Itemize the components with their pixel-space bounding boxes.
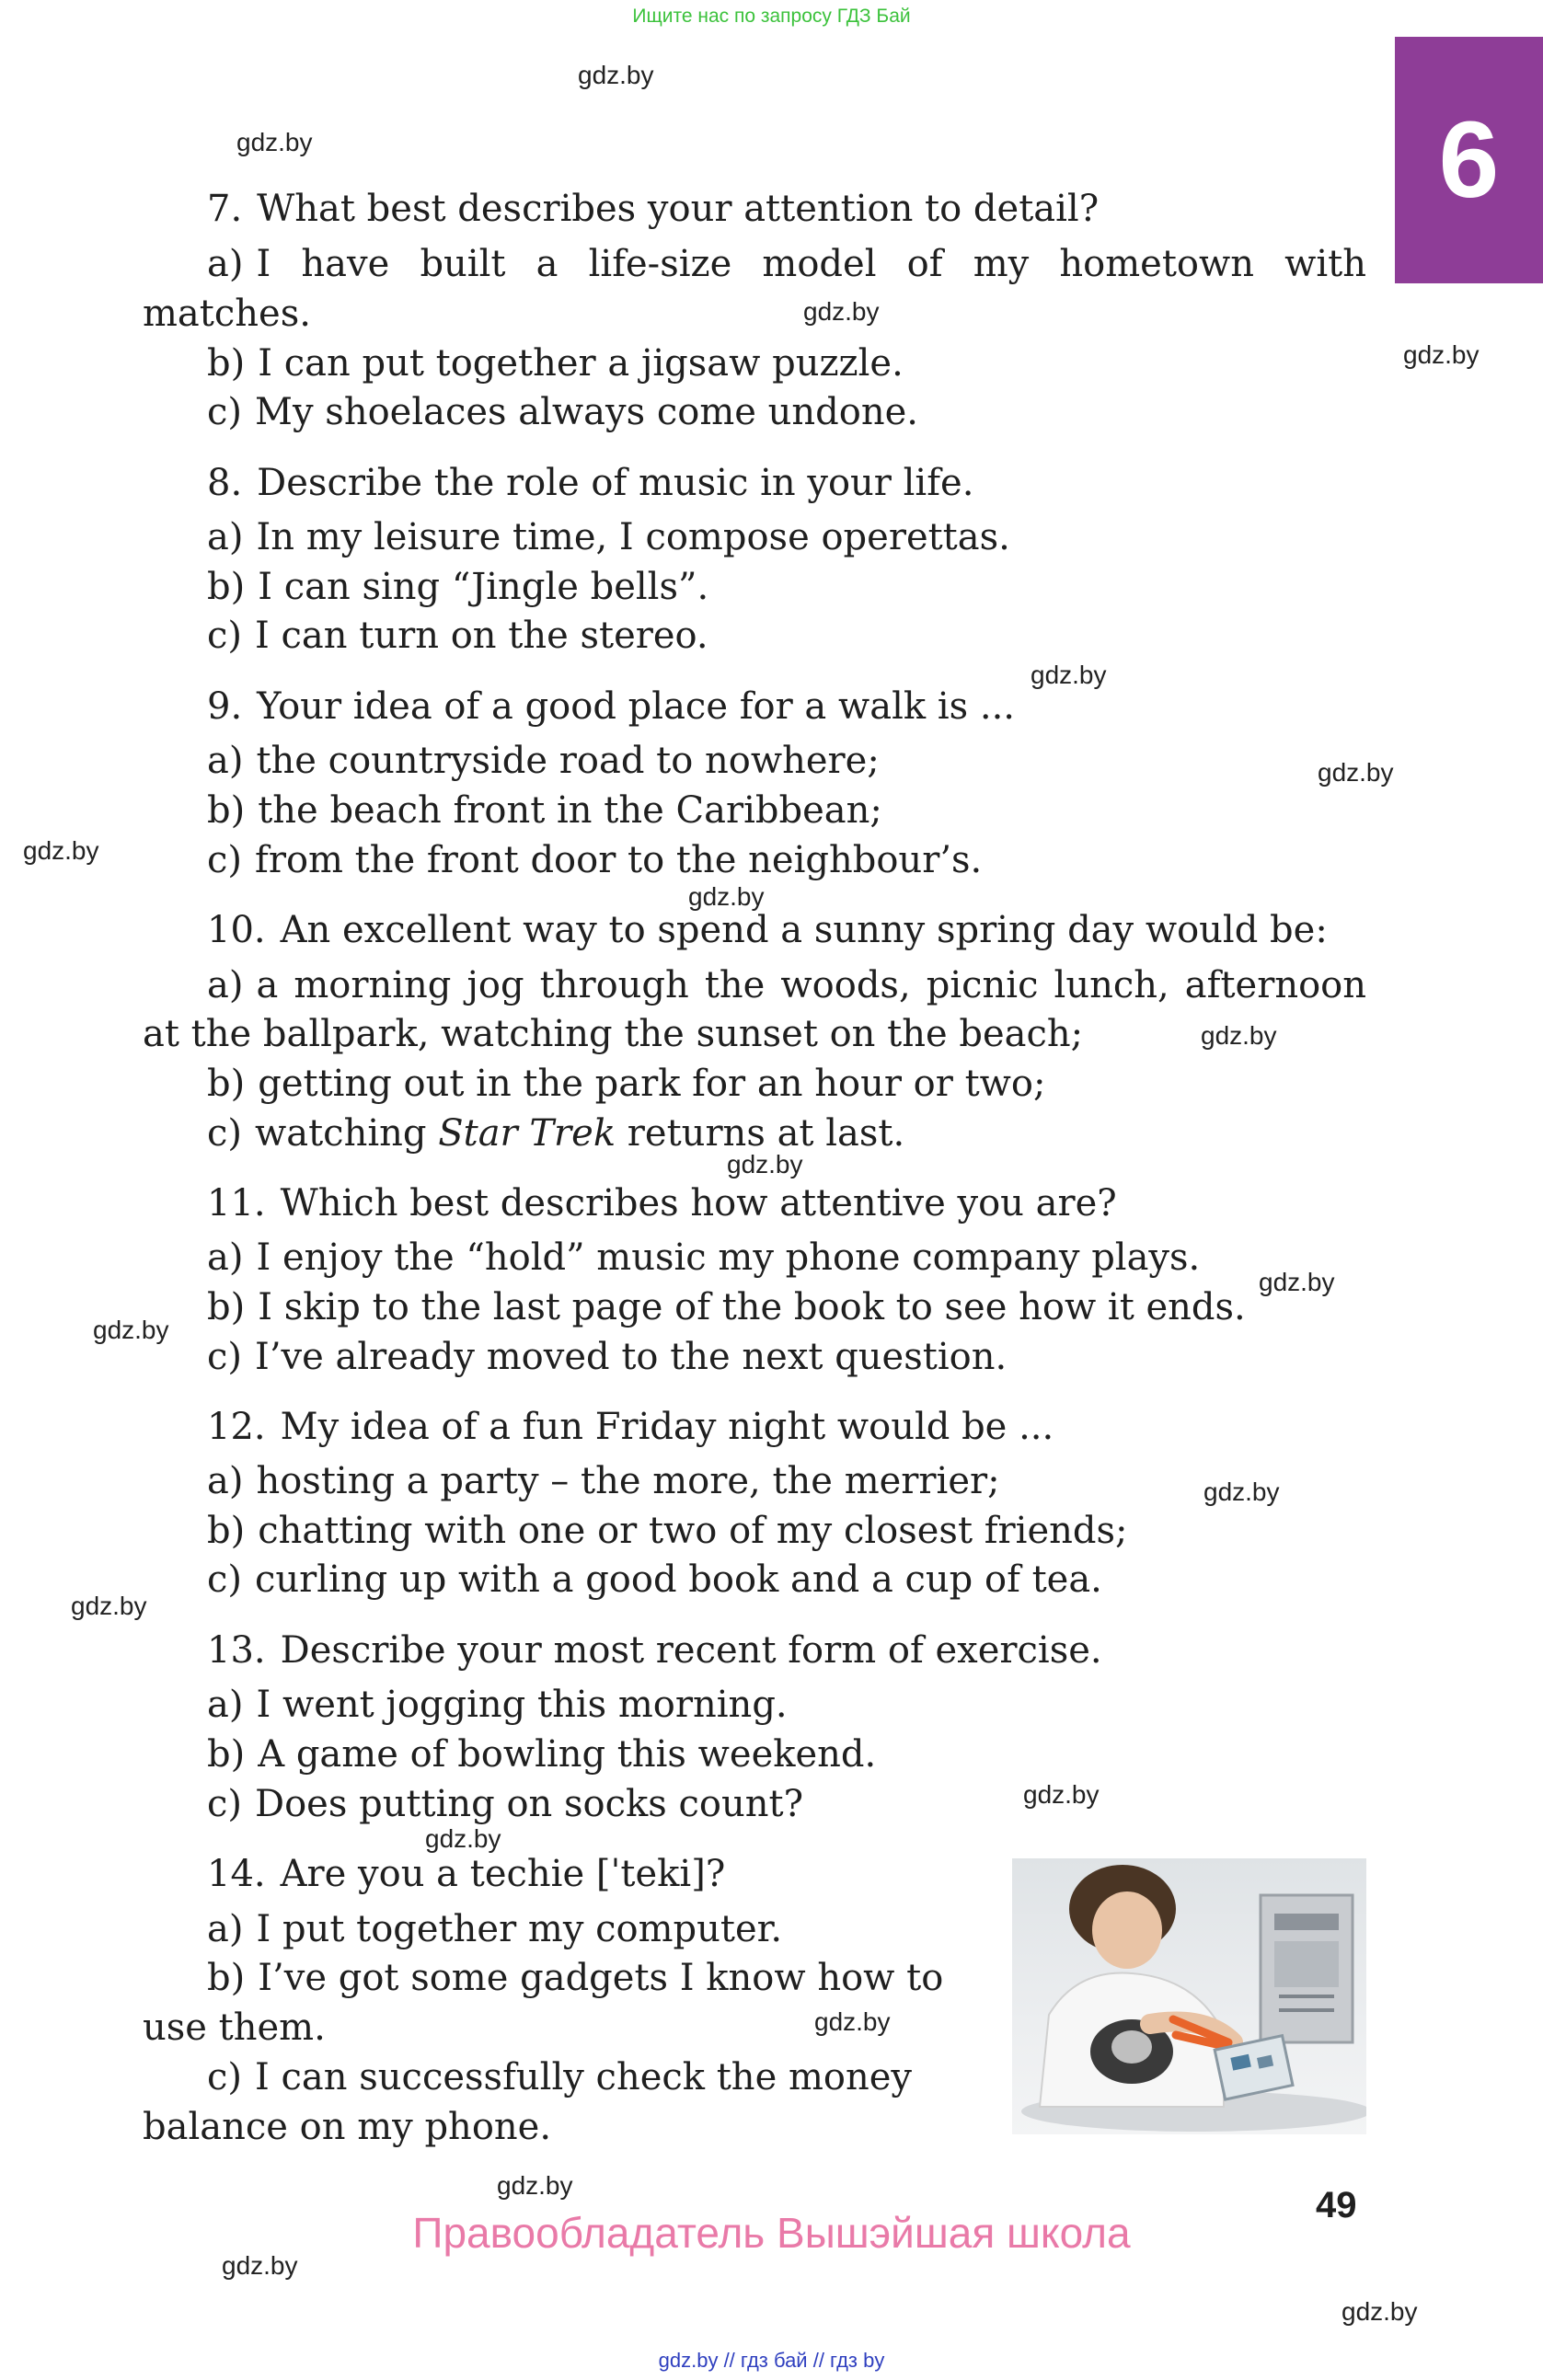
watermark: gdz.by — [803, 297, 880, 326]
option-7c: c) My shoelaces always come undone. — [207, 391, 919, 433]
option-14b-cont: use them. — [143, 2006, 326, 2049]
option-14c-cont: balance on my phone. — [143, 2106, 552, 2148]
watermark: gdz.by — [236, 128, 313, 156]
option-11c: c) I’ve already moved to the next question. — [207, 1336, 1008, 1378]
option-8a: a) In my leisure time, I compose operettas. — [207, 516, 1010, 558]
question-11: 11. Which best describes how attentive you are? — [207, 1182, 1117, 1224]
option-14a: a) I put together my computer. — [207, 1908, 783, 1950]
question-9: 9. Your idea of a good place for a walk is ... — [207, 685, 1015, 728]
option-8c: c) I can turn on the stereo. — [207, 615, 708, 657]
italic-title: Star Trek — [438, 1112, 616, 1155]
watermark: gdz.by — [1203, 1477, 1280, 1506]
watermark: gdz.by — [578, 61, 654, 89]
question-14: 14. Are you a techie [ˈteki]? — [207, 1853, 726, 1895]
question-8: 8. Describe the role of music in your life. — [207, 462, 974, 504]
option-8b: b) I can sing “Jingle bells”. — [207, 566, 709, 608]
watermark: gdz.by — [497, 2171, 573, 2200]
question-12: 12. My idea of a fun Friday night would be ... — [207, 1406, 1054, 1448]
footer-links[interactable]: gdz.by // гдз бай // гдз by — [658, 2349, 885, 2372]
option-13a: a) I went jogging this morning. — [207, 1684, 788, 1726]
option-7a: a) I have built a life-size model of my hometown with — [207, 243, 1366, 285]
option-10b: b) getting out in the park for an hour or two; — [207, 1063, 1046, 1105]
watermark: gdz.by — [93, 1316, 169, 1344]
watermark: gdz.by — [1023, 1780, 1100, 1809]
techie-illustration — [1012, 1858, 1366, 2134]
top-banner[interactable]: Ищите нас по запросу ГДЗ Бай — [632, 6, 911, 27]
option-10a: a) a morning jog through the woods, picnic lunch, afternoon — [207, 964, 1366, 1006]
watermark: gdz.by — [425, 1824, 501, 1853]
watermark: gdz.by — [1031, 661, 1107, 689]
question-10: 10. An excellent way to spend a sunny spring day would be: — [207, 909, 1328, 951]
option-7b: b) I can put together a jigsaw puzzle. — [207, 342, 904, 385]
option-14b: b) I’ve got some gadgets I know how to — [207, 1957, 944, 1999]
watermark: gdz.by — [727, 1150, 803, 1179]
question-7: 7. What best describes your attention to detail? — [207, 188, 1100, 230]
unit-number: 6 — [1438, 99, 1500, 221]
watermark: gdz.by — [222, 2251, 298, 2280]
techie-photo — [1012, 1858, 1366, 2134]
option-9a: a) the countryside road to nowhere; — [207, 740, 880, 782]
watermark: gdz.by — [23, 836, 99, 865]
option-12a: a) hosting a party – the more, the merrier; — [207, 1460, 1000, 1502]
copyright-notice: Правообладатель Вышэйшая школа — [412, 2209, 1131, 2257]
watermark: gdz.by — [71, 1592, 147, 1620]
unit-tab — [1395, 37, 1543, 283]
option-12c: c) curling up with a good book and a cup of tea. — [207, 1558, 1102, 1601]
option-11a: a) I enjoy the “hold” music my phone company plays. — [207, 1236, 1201, 1279]
option-13b: b) A game of bowling this weekend. — [207, 1733, 877, 1776]
watermark: gdz.by — [1318, 758, 1394, 787]
option-11b: b) I skip to the last page of the book to see how it ends. — [207, 1286, 1246, 1328]
option-14c: c) I can successfully check the money — [207, 2056, 912, 2098]
watermark: gdz.by — [688, 882, 765, 911]
watermark: gdz.by — [1341, 2297, 1418, 2326]
option-9c: c) from the front door to the neighbour’s. — [207, 839, 983, 881]
option-10c: c) watching Star Trek returns at last. — [207, 1112, 905, 1155]
question-13: 13. Describe your most recent form of exercise. — [207, 1629, 1102, 1672]
watermark: gdz.by — [1403, 340, 1480, 369]
option-12b: b) chatting with one or two of my closest friends; — [207, 1510, 1128, 1552]
watermark: gdz.by — [814, 2007, 891, 2036]
watermark: gdz.by — [1201, 1021, 1277, 1050]
option-13c: c) Does putting on socks count? — [207, 1783, 804, 1825]
watermark: gdz.by — [1259, 1268, 1335, 1296]
option-7a-cont: matches. — [143, 293, 311, 335]
option-10a-cont: at the ballpark, watching the sunset on the beach; — [143, 1013, 1084, 1055]
option-9b: b) the beach front in the Caribbean; — [207, 789, 882, 832]
page-number: 49 — [1316, 2185, 1357, 2225]
